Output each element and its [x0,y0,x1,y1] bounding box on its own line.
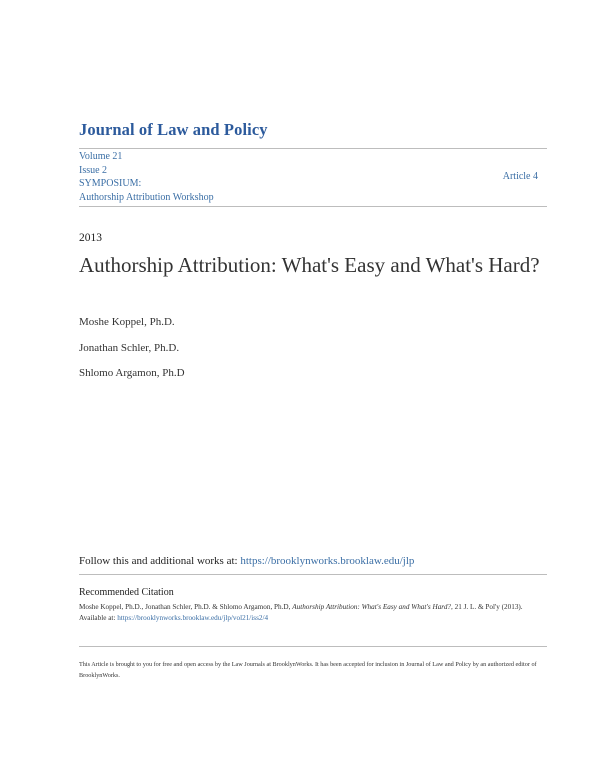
available-at-link[interactable]: https://brooklynworks.brooklaw.edu/jlp/vol21/iss2/4 [117,614,269,622]
author-1: Moshe Koppel, Ph.D. [79,316,175,328]
recommended-citation-heading: Recommended Citation [79,587,174,598]
recommended-citation-text [79,602,549,624]
citation-authors: Moshe Koppel, Ph.D., Jonathan Schler, Ph.D. & Shlomo Argamon, Ph.D, [79,603,293,611]
header-bottom-divider [79,206,547,207]
volume-link[interactable]: Volume 21 [79,151,123,162]
journal-title-link[interactable]: Journal of Law and Policy [79,120,268,139]
follow-line [79,555,414,567]
author-2: Jonathan Schler, Ph.D. [79,342,180,354]
publication-year: 2013 [79,232,102,244]
follow-label: Follow this and additional works at: [79,555,241,567]
footer-note: This Article is brought to you for free and open access by the Law Journals at BrooklynWorks. It has been accepted for inclusion in Journal of Law and Policy by an authorized editor of BrooklynWorks. [79,661,537,679]
citation-divider [79,646,547,647]
author-3: Shlomo Argamon, Ph.D [79,367,185,379]
issue-link[interactable]: Issue 2 [79,164,108,176]
article-number-link[interactable]: Article 4 [502,171,538,182]
citation-title: Authorship Attribution: What's Easy and What's Hard? [292,603,452,611]
article-title: Authorship Attribution: What's Easy and What's Hard? [79,253,540,277]
available-at-label: Available at: [79,614,118,622]
header-top-divider [79,148,547,149]
symposium-link-line1[interactable]: SYMPOSIUM: [79,178,142,189]
follow-url-link[interactable]: https://brooklynworks.brooklaw.edu/jlp [240,555,415,567]
volume-issue-block [79,150,214,204]
follow-divider [79,574,547,575]
symposium-link-line2[interactable]: Authorship Attribution Workshop [79,191,214,203]
citation-rest: , 21 J. L. & Pol'y (2013). [451,603,523,611]
